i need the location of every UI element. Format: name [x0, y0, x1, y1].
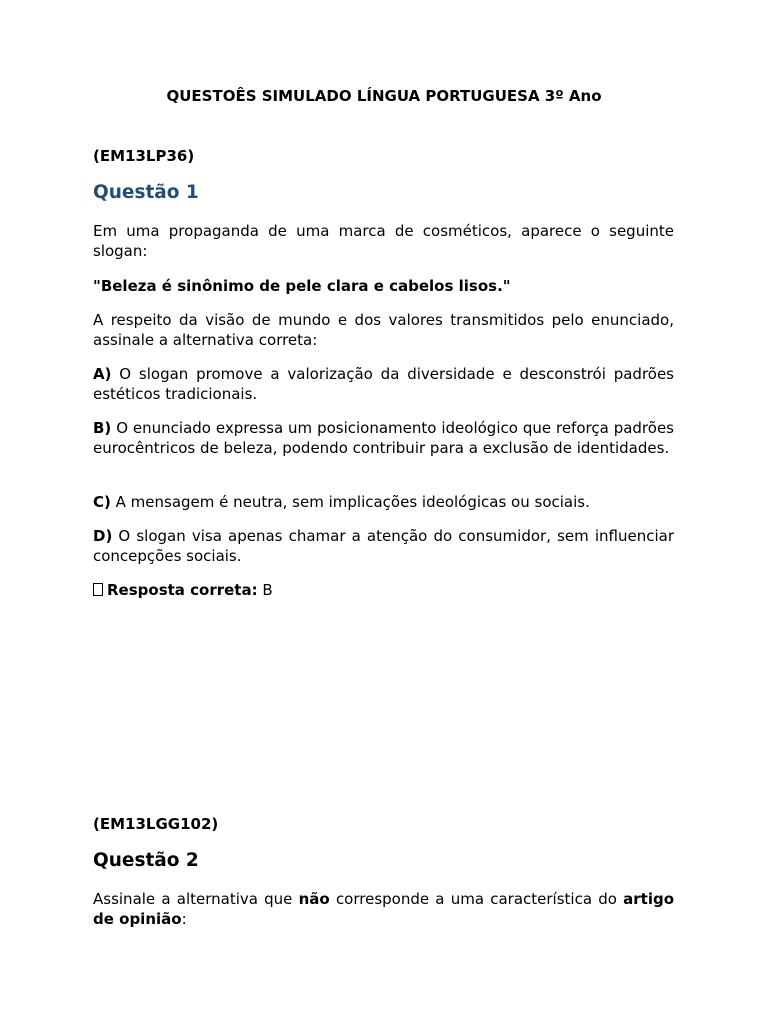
q1-answer [93, 580, 674, 600]
q1-option-d-letter: D) [93, 527, 113, 545]
check-icon [93, 583, 103, 596]
q1-option-c-letter: C) [93, 493, 111, 511]
q1-heading: Questão 1 [93, 182, 199, 203]
q1-option-b [93, 418, 674, 458]
q2-prompt-part2: corresponde a uma característica do [329, 890, 624, 908]
q2-heading: Questão 2 [93, 850, 199, 871]
q1-option-b-text: O enunciado expressa um posicionamento ideológico que reforça padrões eurocêntricos de beleza, podendo contribuir para a exclusão de identidades. [93, 419, 674, 457]
q2-skill-code: (EM13LGG102) [93, 815, 219, 833]
q1-slogan [93, 276, 674, 296]
q2-prompt-bold2: artigo de opinião [93, 890, 674, 928]
q1-option-d [93, 526, 674, 566]
q2-prompt-part1: Assinale a alternativa que [93, 890, 299, 908]
q2-prompt-part3: : [181, 910, 187, 928]
q1-option-a [93, 364, 674, 404]
q1-option-a-text: O slogan promove a valorização da diversidade e desconstrói padrões estéticos tradicionais. [93, 365, 674, 403]
q2-prompt-bold1: não [298, 890, 330, 908]
q1-slogan-text: "Beleza é sinônimo de pele clara e cabelos lisos." [93, 277, 511, 295]
q1-skill-code: (EM13LP36) [93, 147, 195, 165]
q1-answer-value: B [257, 581, 273, 599]
q1-option-a-letter: A) [93, 365, 112, 383]
q1-option-d-text: O slogan visa apenas chamar a atenção do consumidor, sem influenciar concepções sociais. [93, 527, 674, 565]
q1-intro: Em uma propaganda de uma marca de cosméticos, aparece o seguinte slogan: [93, 222, 674, 260]
document-title: QUESTOÊS SIMULADO LÍNGUA PORTUGUESA 3º Ano [166, 87, 602, 105]
q2-prompt [93, 889, 674, 929]
q1-answer-label: Resposta correta: [107, 581, 258, 599]
q1-option-c [93, 492, 674, 512]
q1-option-b-letter: B) [93, 419, 112, 437]
q1-option-c-text: A mensagem é neutra, sem implicações ideológicas ou sociais. [110, 493, 590, 511]
q1-prompt: A respeito da visão de mundo e dos valores transmitidos pelo enunciado, assinale a alternativa correta: [93, 311, 674, 349]
